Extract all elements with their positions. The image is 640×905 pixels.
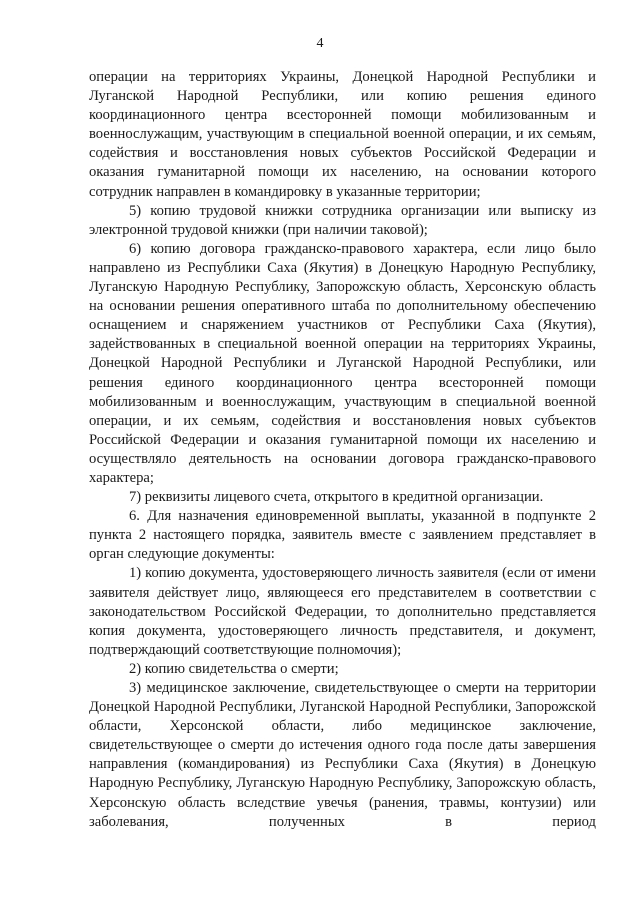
paragraph-continuation: операции на территориях Украины, Донецкой Народной Республики и Луганской Народной Республики, или копию решения единого координационного центра всесторонней помощи мобилизованным и военнослужащим, участвующим в специальной военной операции, и их семьям, содействия и восстановления новых субъектов Российской Федерации и оказания гуманитарной помощи их населению, на основании которого сотрудник направлен в командировку в указанные территории; (89, 69, 596, 200)
paragraph-sub-item-3: 3) медицинское заключение, свидетельствующее о смерти на территории Донецкой Народной Республики, Луганской Народной Республики, Запорожской области, Херсонской области, либо медицинское заключение, свидетельствующее о смерти до истечения одного года после даты завершения направления (командирования) из Республики Саха (Якутия) в Донецкую Народную Республику, Луганскую Народную Республику, Запорожскую область, Херсонскую область вследствие увечья (ранения, травмы, контузии) или заболевания, полученных в период (89, 680, 596, 830)
paragraph-item-7: 7) реквизиты лицевого счета, открытого в кредитной организации. (129, 489, 544, 506)
paragraph-sub-item-1: 1) копию документа, удостоверяющего личность заявителя (если от имени заявителя действует лицо, являющееся его представителем в соответствии с законодательством Российской Федерации, то дополнительно представляется копия документа, удостоверяющего личность представителя, и документ, подтверждающий соответствующие полномочия); (89, 565, 596, 658)
paragraph-section-6: 6. Для назначения единовременной выплаты, указанной в подпункте 2 пункта 2 настоящего порядка, заявитель вместе с заявлением представляет в орган следующие документы: (89, 508, 596, 563)
paragraph-item-5: 5) копию трудовой книжки сотрудника организации или выписку из электронной трудовой книжки (при наличии таковой); (89, 202, 596, 238)
paragraph-sub-item-2: 2) копию свидетельства о смерти; (129, 660, 339, 677)
document-body (89, 68, 596, 832)
paragraph-item-6: 6) копию договора гражданско-правового характера, если лицо было направлено из Республики Саха (Якутия) в Донецкую Народную Республику, Луганскую Народную Республику, Запорожскую область, Херсонскую область на основании решения оперативного штаба по дополнительному обеспечению оснащением и снаряжением участников от Республики Саха (Якутия), задействованных в специальной военной операции на территориях Украины, Донецкой Народной Республики и Луганской Народной Республики, или решения единого координационного центра всесторонней помощи мобилизованным и военнослужащим, участвующим в специальной военной операции, и их семьям, содействия и восстановления новых субъектов Российской Федерации и оказания гуманитарной помощи их населению и осуществляло деятельность на основании договора гражданско-правового характера; (89, 240, 596, 486)
page-number: 4 (316, 36, 324, 51)
